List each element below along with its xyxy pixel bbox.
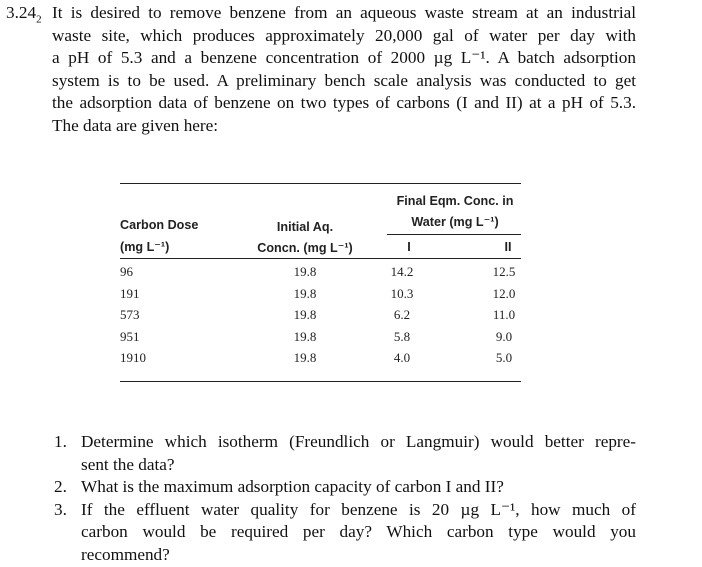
question-line: carbon would be required per day? Which carbon type would you <box>81 522 636 542</box>
cell-conc-I: 6.2 <box>393 307 411 322</box>
header-col-II: II <box>504 240 512 254</box>
header-final: Final Eqm. Conc. in <box>396 194 514 208</box>
header-initial-unit: Concn. (mg L⁻¹) <box>257 241 353 255</box>
header-carbon-dose: Carbon Dose <box>120 218 199 232</box>
problem-line: The data are given here: <box>52 115 219 135</box>
cell-conc-II: 5.0 <box>495 350 513 365</box>
question-text <box>81 476 636 499</box>
problem-line: the adsorption data of benzene on two types of carbons (I and II) at a pH of 5.3. <box>52 93 636 113</box>
cell-conc-I: 5.8 <box>393 329 411 344</box>
cell-initial: 19.8 <box>293 286 317 301</box>
cell-initial: 19.8 <box>293 264 317 279</box>
question-line: sent the data? <box>81 454 175 474</box>
cell-conc-II: 9.0 <box>495 329 513 344</box>
problem-line: waste site, which produces approximately 20,000 gal of water per day with <box>52 25 636 45</box>
question-number: 3. <box>54 499 67 519</box>
table-top-rule <box>120 183 521 184</box>
table-header-rule <box>120 258 521 259</box>
question-text <box>81 431 636 476</box>
question-line: Determine which isotherm (Freundlich or Langmuir) would better repre- <box>81 432 636 451</box>
question-text <box>81 499 636 567</box>
question-item <box>54 431 636 476</box>
cell-dose: 1910 <box>120 350 146 365</box>
cell-conc-II: 12.0 <box>492 286 516 301</box>
question-number: 1. <box>54 432 67 451</box>
problem-line: It is desired to remove benzene from an aqueous waste stream at an industrial <box>52 3 636 22</box>
question-line: recommend? <box>81 544 170 564</box>
header-final-unit: Water (mg L⁻¹) <box>411 215 499 229</box>
header-carbon-dose-unit: (mg L⁻¹) <box>120 240 170 254</box>
cell-conc-II: 12.5 <box>492 264 516 279</box>
cell-conc-I: 4.0 <box>393 350 411 365</box>
cell-conc-II: 11.0 <box>492 307 516 322</box>
cell-dose: 191 <box>120 286 140 301</box>
cell-dose: 96 <box>120 264 133 279</box>
question-item <box>54 476 636 499</box>
cell-initial: 19.8 <box>293 329 317 344</box>
problem-text <box>52 2 636 138</box>
cell-dose: 951 <box>120 329 140 344</box>
question-item <box>54 499 636 567</box>
table-bottom-rule <box>120 381 521 382</box>
problem-line: a pH of 5.3 and a benzene concentration of 2000 µg L⁻¹. A batch adsorption <box>52 48 636 68</box>
cell-conc-I: 14.2 <box>390 264 414 279</box>
question-number: 2. <box>54 477 67 497</box>
problem-number: $3.24_2$ <box>6 3 42 26</box>
question-line: If the effluent water quality for benzene is 20 µg L⁻¹, how much of <box>81 499 636 519</box>
problem-statement <box>6 2 636 138</box>
cell-initial: 19.8 <box>293 307 317 322</box>
cell-dose: 573 <box>120 307 140 322</box>
header-initial: Initial Aq. <box>276 220 334 234</box>
cell-initial: 19.8 <box>293 350 317 365</box>
table-span-rule <box>387 234 521 235</box>
header-col-I: I <box>407 240 411 254</box>
question-list <box>54 431 636 567</box>
question-line: What is the maximum adsorption capacity of carbon I and II? <box>81 477 504 497</box>
problem-line: system is to be used. A preliminary bench scale analysis was conducted to get <box>52 70 636 90</box>
cell-conc-I: 10.3 <box>390 286 414 301</box>
